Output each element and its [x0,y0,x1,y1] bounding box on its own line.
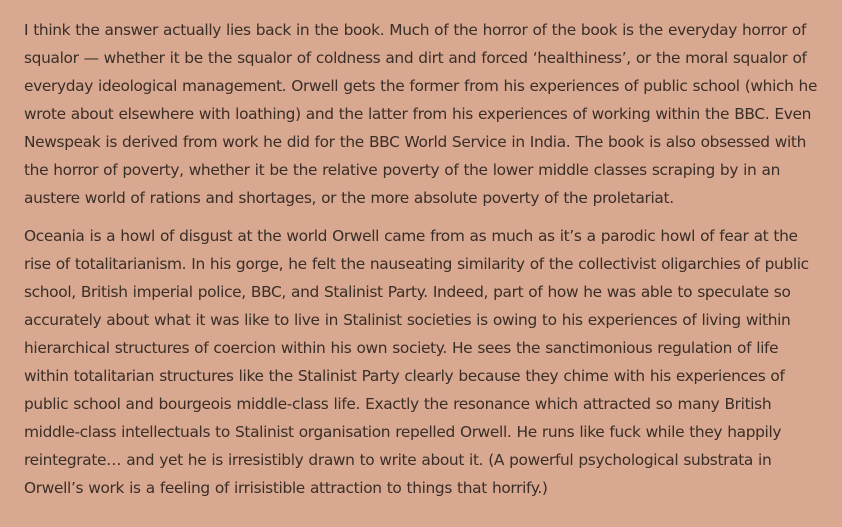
paragraph-2: Oceania is a howl of disgust at the world Orwell came from as much as it’s a parodic howl of fear at the rise of totalitarianism. In his gorge, he felt the nauseating similarity of the collectivist oligarchies of public school, British imperial police, BBC, and Stalinist Party. Indeed, part of how he was able to speculate so accurately about what it was like to live in Stalinist societies is owing to his experiences of living within hierarchical structures of coercion within his own society. He sees the sanctimonious regulation of life within totalitarian structures like the Stalinist Party clearly because they chime with his experiences of public school and bourgeois middle-class life. Exactly the resonance which attracted so many British middle-class intellectuals to Stalinist organisation repelled Orwell. He runs like fuck while they happily reintegrate… and yet he is irresistibly drawn to write about it. (A powerful psychological substrata in Orwell’s work is a feeling of irrisistible attraction to things that horrify.) [24,227,809,497]
paragraph-1: I think the answer actually lies back in the book. Much of the horror of the book is the everyday horror of squalor — whether it be the squalor of coldness and dirt and forced ‘healthiness’, or the moral squalor of everyday ideological management. Orwell gets the former from his experiences of public school (which he wrote about elsewhere with loathing) and the latter from his experiences of working within the BBC. Even Newspeak is derived from work he did for the BBC World Service in India. The book is also obsessed with the horror of poverty, whether it be the relative poverty of the lower middle classes scraping by in an austere world of rations and shortages, or the more absolute poverty of the proletariat. [24,21,818,207]
